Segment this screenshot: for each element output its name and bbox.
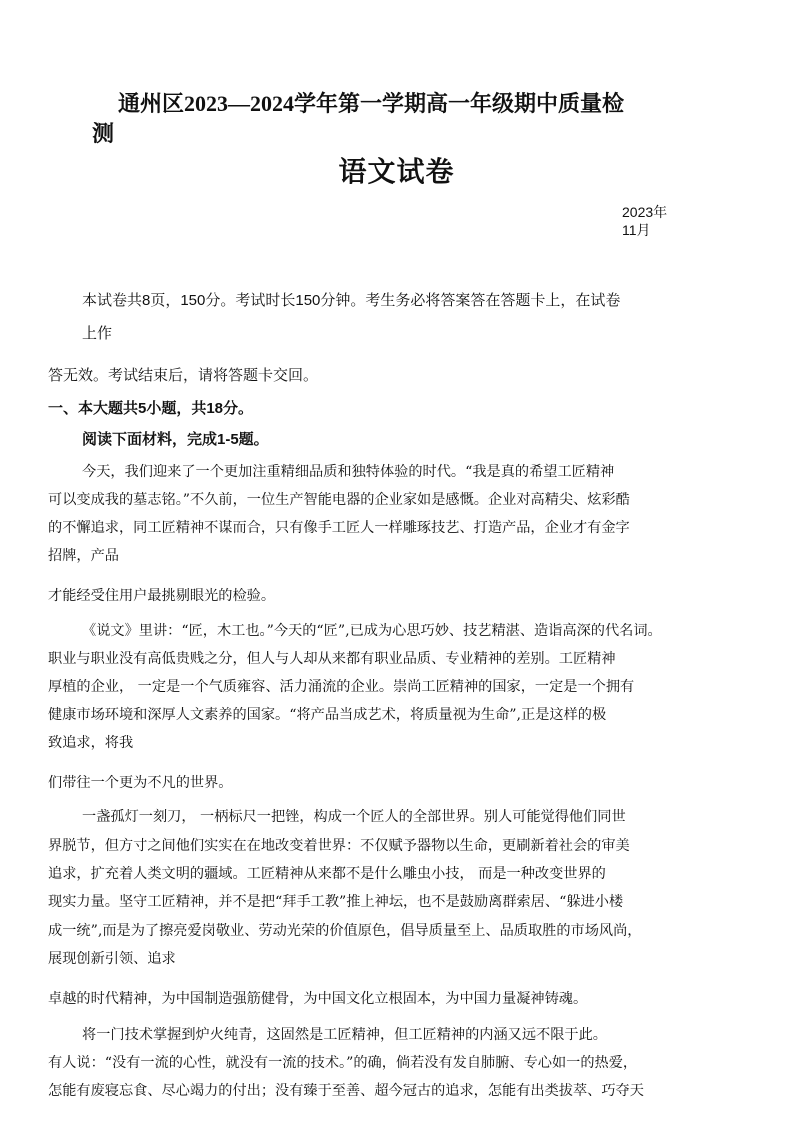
passage-line: 界脱节，但方寸之间他们实实在在地改变着世界：不仅赋予器物以生命，更刷新着社会的审美 [48, 838, 630, 854]
subject-title: 语文试卷 [338, 155, 455, 188]
passage-line: 展现创新引领、追求 [48, 951, 176, 967]
passage-line: 将一门技术掌握到炉火纯青，这固然是工匠精神，但工匠精神的内涵又远不限于此。 [82, 1027, 607, 1043]
exam-title-continued: 测 [92, 121, 115, 146]
passage-line: 招牌，产品 [48, 548, 119, 564]
instructions-line: 答无效。考试结束后，请将答题卡交回。 [48, 367, 319, 384]
passage-line: 才能经受住用户最挑剔眼光的检验。 [48, 588, 276, 604]
passage-line: 致追求，将我 [48, 735, 134, 751]
section-heading: 一、本大题共5小题，共18分。 [48, 400, 254, 417]
passage-line: 今天，我们迎来了一个更加注重精细品质和独特体验的时代。“我是真的希望工匠精神 [82, 464, 615, 480]
instructions-line: 本试卷共8页，150分。考试时长150分钟。考生务必将答案答在答题卡上，在试卷 [82, 292, 621, 309]
passage-line: 一盏孤灯一刻刀， 一柄标尺一把锉，构成一个匠人的全部世界。别人可能觉得他们同世 [82, 809, 626, 825]
reading-instruction: 阅读下面材料，完成1-5题。 [82, 431, 269, 448]
date-year: 2023年 [622, 204, 668, 220]
passage-line: 成一统”,而是为了擦亮爱岗敬业、劳动光荣的价值原色，倡导质量至上、品质取胜的市场风尚， [48, 923, 642, 939]
exam-title: 通州区2023—2024学年第一学期高一年级期中质量检 [118, 91, 625, 116]
passage-line: 现实力量。坚守工匠精神，并不是把“拜手工教”推上神坛，也不是鼓励离群索居、“躲进小楼 [48, 894, 624, 910]
instructions-line: 上作 [82, 325, 113, 342]
passage-line: 厚植的企业， 一定是一个气质雍容、活力涌流的企业。崇尚工匠精神的国家，一定是一个拥有 [48, 679, 635, 695]
date-month: 11月 [622, 222, 651, 238]
passage-line: 的不懈追求，同工匠精神不谋而合，只有像手工匠人一样雕琢技艺、打造产品，企业才有金字 [48, 520, 630, 536]
passage-line: 追求，扩充着人类文明的疆域。工匠精神从来都不是什么雕虫小技， 而是一种改变世界的 [48, 866, 606, 882]
passage-line: 有人说：“没有一流的心性，就没有一流的技术。”的确，倘若没有发自肺腑、专心如一的热爱， [48, 1055, 638, 1071]
passage-line: 怎能有废寝忘食、尽心竭力的付出；没有臻于至善、超今冠古的追求，怎能有出类拔萃、巧夺天 [48, 1083, 644, 1099]
passage-line: 们带往一个更为不凡的世界。 [48, 775, 233, 791]
exam-date [622, 203, 667, 239]
passage-line: 卓越的时代精神，为中国制造强筋健骨，为中国文化立根固本，为中国力量凝神铸魂。 [48, 991, 588, 1007]
passage-line: 可以变成我的墓志铭。”不久前，一位生产智能电器的企业家如是感慨。企业对高精尖、炫彩酷 [48, 492, 630, 508]
passage-line: 职业与职业没有高低贵贱之分，但人与人却从来都有职业品质、专业精神的差别。工匠精神 [48, 651, 616, 667]
passage-line: 健康市场环境和深厚人文素养的国家。“将产品当成艺术，将质量视为生命”,正是这样的极 [48, 707, 607, 723]
passage-line: 《说文》里讲：“匠，木工也。”今天的“匠”,已成为心思巧妙、技艺精湛、造诣高深的代名词。 [82, 623, 662, 639]
